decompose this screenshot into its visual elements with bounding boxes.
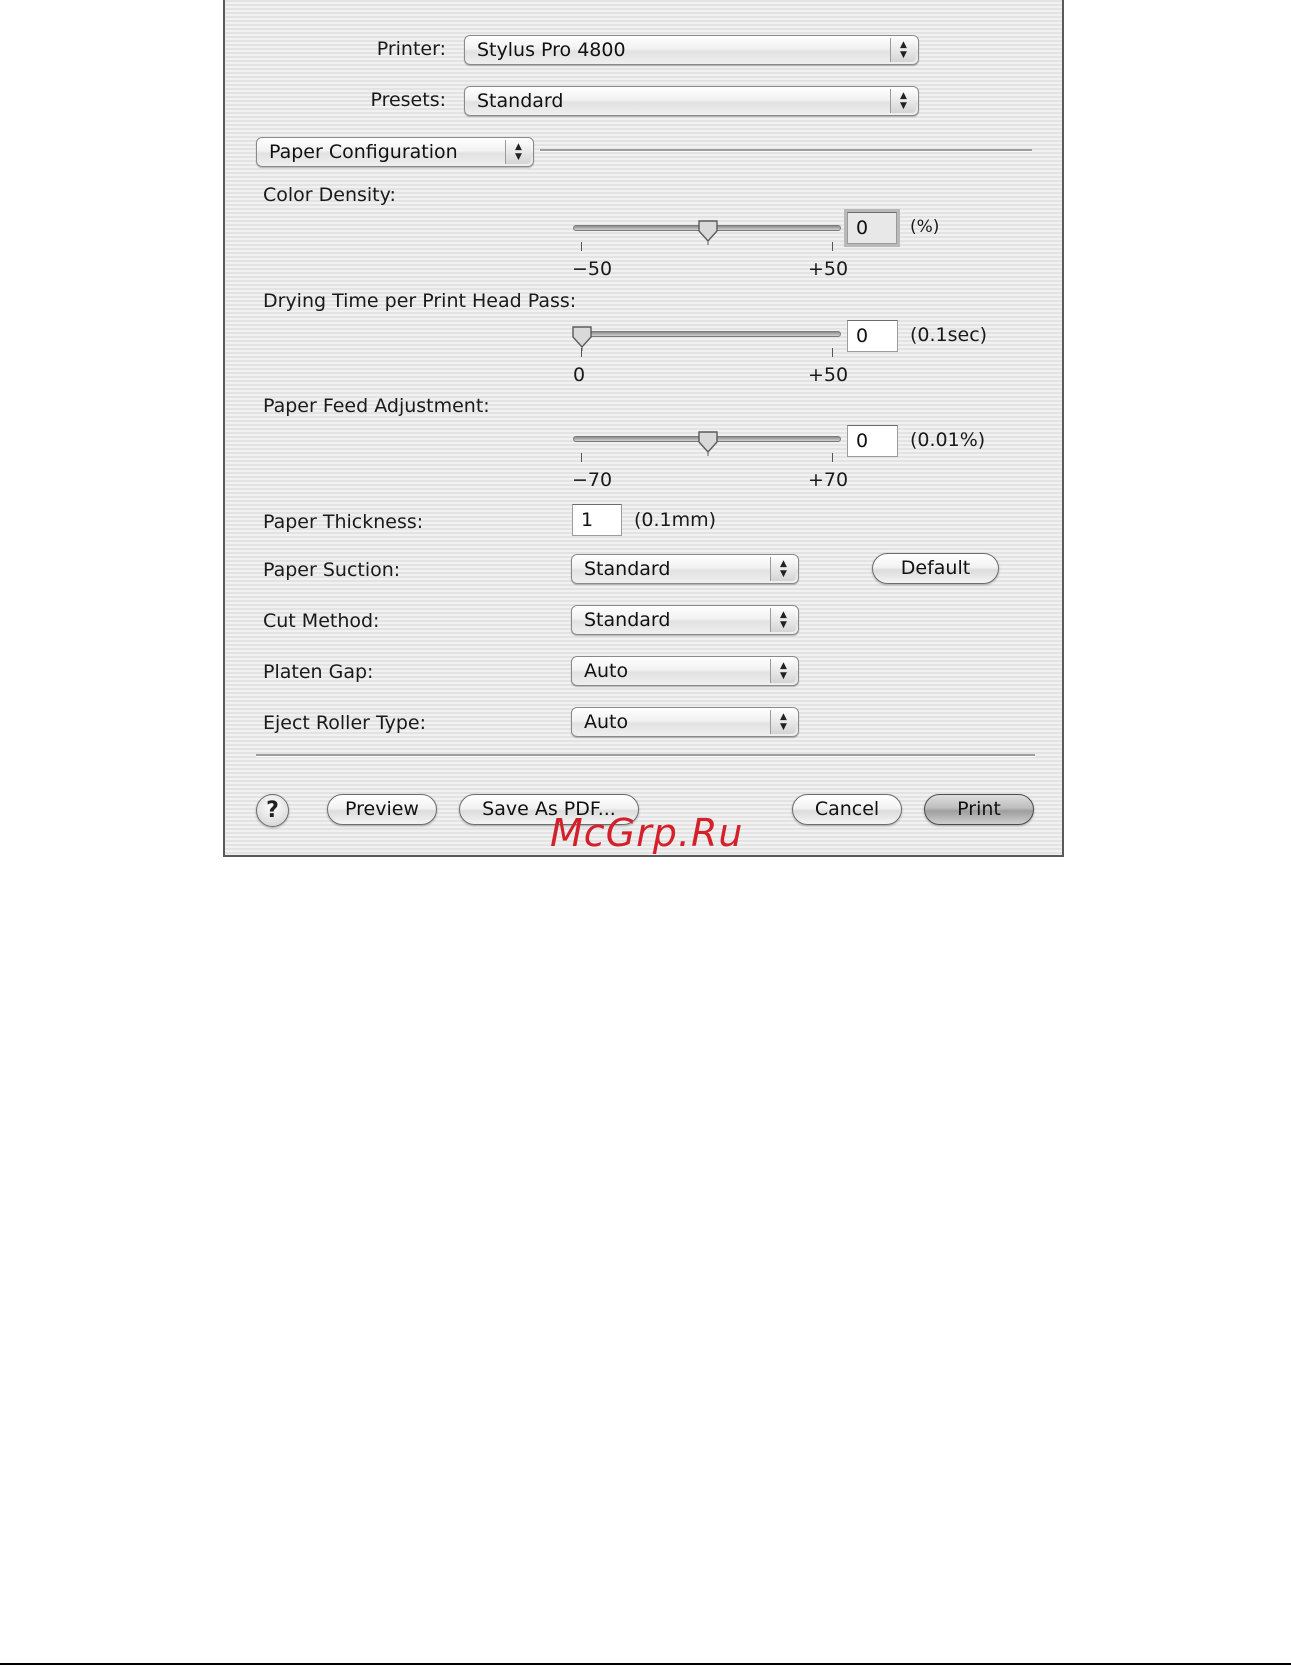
paper-thickness-unit: (0.1mm): [634, 509, 717, 531]
paper-suction-popup[interactable]: [571, 554, 799, 584]
tick-mark: [832, 453, 833, 462]
color-density-slider-knob[interactable]: [697, 219, 719, 245]
drying-time-label: Drying Time per Print Head Pass:: [263, 290, 577, 312]
paper-feed-slider-knob[interactable]: [697, 430, 719, 456]
drying-time-slider[interactable]: [573, 331, 841, 337]
cut-method-value: Standard: [584, 609, 671, 631]
drying-time-slider-knob[interactable]: [571, 325, 593, 351]
cut-method-popup[interactable]: [571, 605, 799, 635]
platen-gap-popup[interactable]: [571, 656, 799, 686]
eject-roller-popup[interactable]: [571, 707, 799, 737]
panel-menu-popup[interactable]: [256, 137, 534, 167]
paper-feed-min-label: −70: [572, 469, 613, 491]
eject-roller-value: Auto: [584, 711, 629, 733]
popup-arrows-icon: ▲ ▼: [890, 89, 916, 113]
bottom-separator: [256, 754, 1035, 757]
paper-feed-label: Paper Feed Adjustment:: [263, 395, 490, 417]
presets-popup[interactable]: [464, 86, 919, 116]
popup-arrows-icon: ▲ ▼: [770, 557, 796, 581]
popup-arrows-icon: ▲ ▼: [505, 140, 531, 164]
tick-mark: [581, 453, 582, 462]
tick-mark: [832, 348, 833, 357]
drying-time-min-label: 0: [573, 364, 586, 386]
presets-label: Presets:: [370, 89, 446, 111]
tick-mark: [832, 242, 833, 251]
drying-time-input[interactable]: 0: [847, 320, 898, 352]
tick-mark: [581, 348, 582, 357]
help-button[interactable]: ?: [256, 794, 289, 827]
eject-roller-label: Eject Roller Type:: [263, 712, 427, 734]
watermark-text: McGrp.Ru: [550, 811, 744, 855]
popup-arrows-icon: ▲ ▼: [770, 608, 796, 632]
tick-mark: [581, 242, 582, 251]
paper-feed-unit: (0.01%): [910, 429, 986, 451]
paper-thickness-label: Paper Thickness:: [263, 511, 424, 533]
printer-label: Printer:: [376, 38, 446, 60]
color-density-min-label: −50: [572, 258, 613, 280]
popup-arrows-icon: ▲ ▼: [770, 710, 796, 734]
color-density-label: Color Density:: [263, 184, 396, 206]
popup-arrows-icon: ▲ ▼: [890, 38, 916, 62]
cancel-button[interactable]: Cancel: [792, 794, 902, 825]
drying-time-unit: (0.1sec): [910, 324, 988, 346]
paper-feed-input[interactable]: 0: [847, 425, 898, 457]
paper-suction-value: Standard: [584, 558, 671, 580]
paper-thickness-input[interactable]: 1: [572, 504, 622, 536]
color-density-max-label: +50: [808, 258, 849, 280]
paper-feed-max-label: +70: [808, 469, 849, 491]
cut-method-label: Cut Method:: [263, 610, 380, 632]
printer-popup[interactable]: [464, 35, 919, 65]
printer-value: Stylus Pro 4800: [477, 39, 626, 61]
drying-time-max-label: +50: [808, 364, 849, 386]
preview-button[interactable]: Preview: [327, 794, 437, 825]
platen-gap-label: Platen Gap:: [263, 661, 374, 683]
save-as-pdf-button[interactable]: Save As PDF...: [459, 794, 639, 825]
panel-menu-value: Paper Configuration: [269, 141, 458, 163]
paper-suction-label: Paper Suction:: [263, 559, 401, 581]
panel-separator: [540, 149, 1032, 152]
print-button[interactable]: Print: [924, 794, 1034, 825]
presets-value: Standard: [477, 90, 564, 112]
color-density-unit: (%): [910, 217, 940, 237]
page-footer-rule: [0, 1663, 1291, 1665]
default-button[interactable]: Default: [872, 553, 999, 584]
platen-gap-value: Auto: [584, 660, 629, 682]
color-density-input[interactable]: 0: [847, 212, 897, 244]
popup-arrows-icon: ▲ ▼: [770, 659, 796, 683]
